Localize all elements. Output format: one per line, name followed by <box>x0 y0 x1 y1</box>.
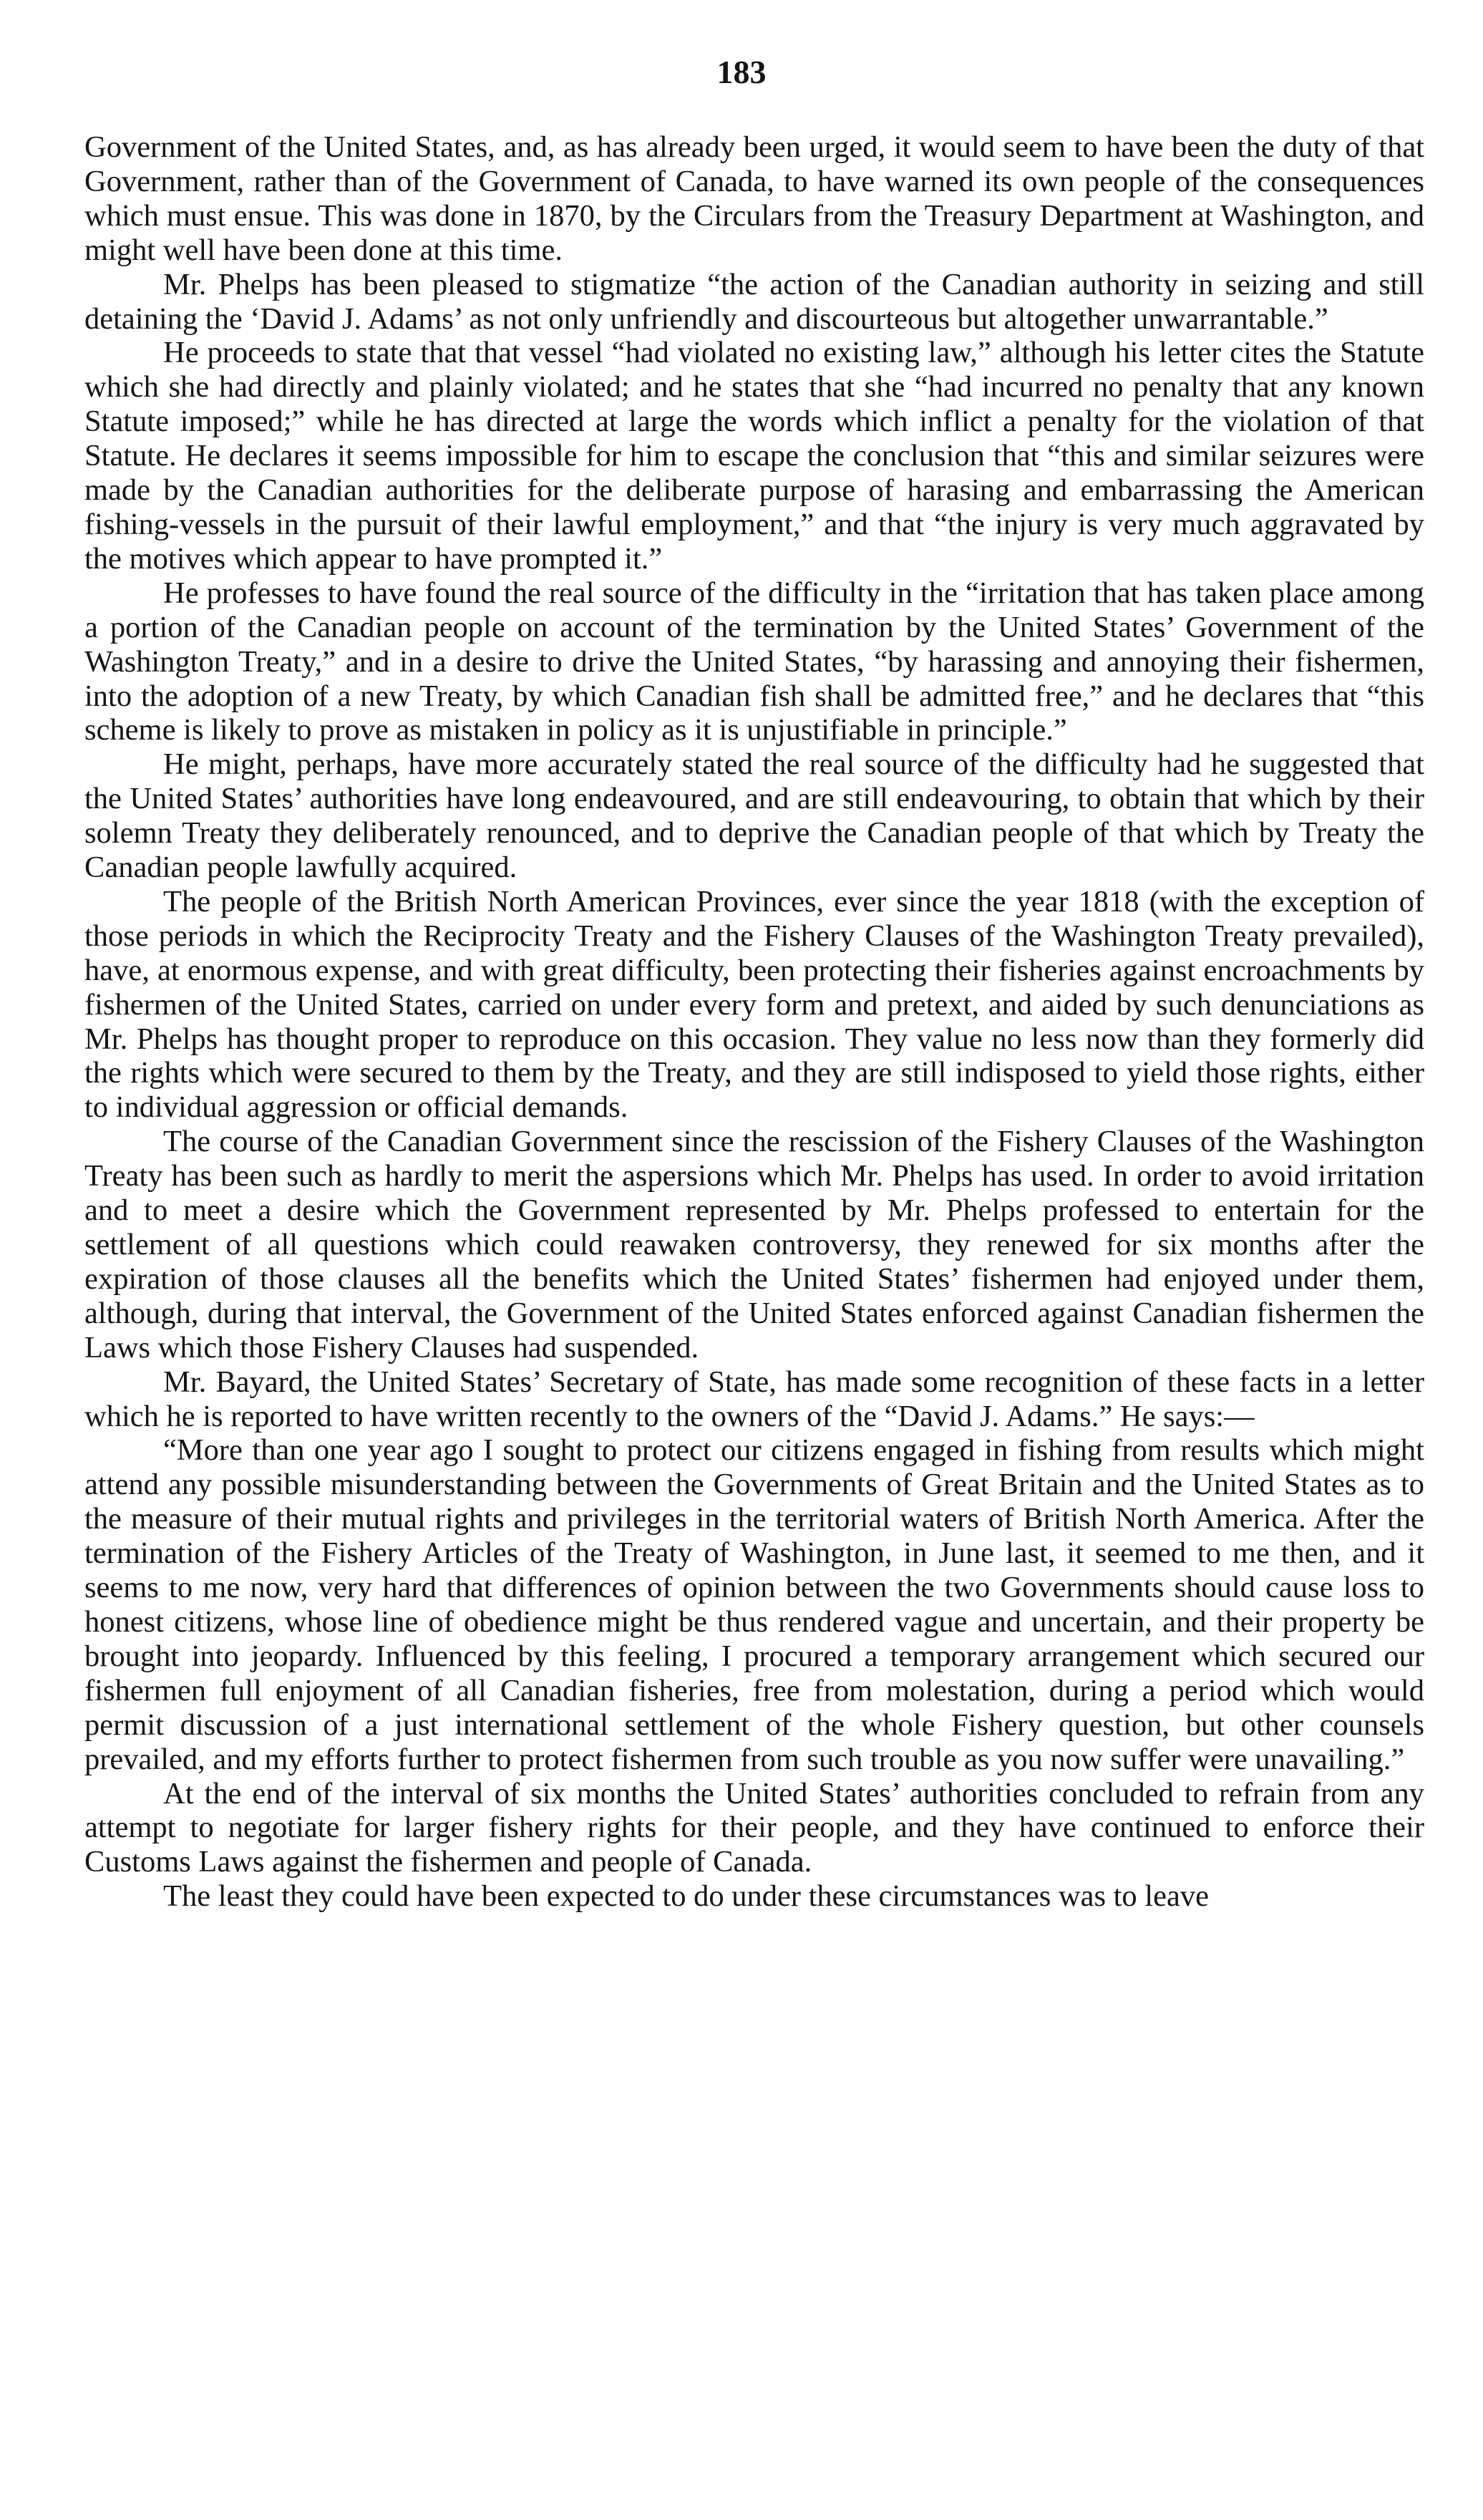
paragraph-treaty-renounced: He might, perhaps, have more accurately stated the real source of the difficulty had he suggested that the United States’ authorities have long endeavoured, and are still endeavouring, to obtain that which by their solemn Treaty they deliberately renounced, and to deprive the Canadian people of that which by Treaty the Canadian people lawfully acquired. <box>84 747 1424 885</box>
paragraph-phelps-stigmatize: Mr. Phelps has been pleased to stigmatize “the action of the Canadian authority in seizing and still detaining the ‘David J. Adams’ as not only unfriendly and discourteous but altogether unwarrantable.” <box>84 267 1424 336</box>
paragraph-canadian-government-course: The course of the Canadian Government since the rescission of the Fishery Clauses of the Washington Treaty has been such as hardly to merit the aspersions which Mr. Phelps has used. In order to avoid irritation and to meet a desire which the Government represented by Mr. Phelps professed to entertain for the settlement of all questions which could reawaken controversy, they renewed for six months after the expiration of those clauses all the benefits which the United States’ fishermen had enjoyed under them, although, during that interval, the Government of the United States enforced against Canadian fishermen the Laws which those Fishery Clauses had suspended. <box>84 1125 1424 1365</box>
paragraph-british-provinces: The people of the British North American Provinces, ever since the year 1818 (with the exception of those periods in which the Reciprocity Treaty and the Fishery Clauses of the Washington Treaty prevailed), have, at enormous expense, and with great difficulty, been protecting their fisheries against encroachments by fishermen of the United States, carried on under every form and pretext, and aided by such denunciations as Mr. Phelps has thought proper to reproduce on this occasion. They value no less now than they formerly did the rights which were secured to them by the Treaty, and they are still indisposed to yield those rights, either to individual aggression or official demands. <box>84 884 1424 1125</box>
paragraph-bayard-letter-intro: Mr. Bayard, the United States’ Secretary of State, has made some recognition of these facts in a letter which he is reported to have written recently to the owners of the “David J. Adams.” He says:— <box>84 1365 1424 1433</box>
paragraph-interval-end: At the end of the interval of six months the United States’ authorities concluded to refrain from any attempt to negotiate for larger fishery rights for their people, and they have continued to enforce their Customs Laws against the fishermen and people of Canada. <box>84 1776 1424 1879</box>
paragraph-bayard-quotation: “More than one year ago I sought to protect our citizens engaged in fishing from results which might attend any possible misunderstanding between the Governments of Great Britain and the United States as to the measure of their mutual rights and privileges in the territorial waters of British North America. After the termination of the Fishery Articles of the Treaty of Washington, in June last, it seemed to me then, and it seems to me now, very hard that differences of opinion between the two Governments should cause loss to honest citizens, whose line of obedience might be thus rendered vague and uncertain, and their property be brought into jeopardy. Influenced by this feeling, I procured a temporary arrangement which secured our fishermen full enjoyment of all Canadian fisheries, free from molestation, during a period which would permit discussion of a just international settlement of the whole Fishery question, but other counsels prevailed, and my efforts further to protect fishermen from such trouble as you now suffer were unavailing.” <box>84 1433 1424 1776</box>
paragraph-continuation: Government of the United States, and, as has already been urged, it would seem to have been the duty of that Government, rather than of the Government of Canada, to have warned its own people of the consequences which must ensue. This was done in 1870, by the Circulars from the Treasury Department at Washington, and might well have been done at this time. <box>84 130 1424 267</box>
paragraph-source-of-difficulty: He professes to have found the real source of the difficulty in the “irritation that has taken place among a portion of the Canadian people on account of the termination by the United States’ Government of the Washington Treaty,” and in a desire to drive the United States, “by harassing and annoying their fishermen, into the adoption of a new Treaty, by which Canadian fish shall be admitted free,” and he declares that “this scheme is likely to prove as mistaken in policy as it is unjustifiable in principle.” <box>84 576 1424 747</box>
paragraph-least-expected: The least they could have been expected to do under these circumstances was to leave <box>163 1879 1209 1914</box>
body-text <box>84 130 1424 1914</box>
paragraph-vessel-violation: He proceeds to state that that vessel “had violated no existing law,” although his letter cites the Statute which she had directly and plainly violated; and he states that she “had incurred no penalty that any known Statute imposed;” while he has directed at large the words which inflict a penalty for the violation of that Statute. He declares it seems impossible for him to escape the conclusion that “this and similar seizures were made by the Canadian authorities for the deliberate purpose of harasing and embarrassing the American fishing-vessels in the pursuit of their lawful employment,” and that “the injury is very much aggravated by the motives which appear to have prompted it.” <box>84 336 1424 576</box>
page-number: 183 <box>716 54 767 90</box>
